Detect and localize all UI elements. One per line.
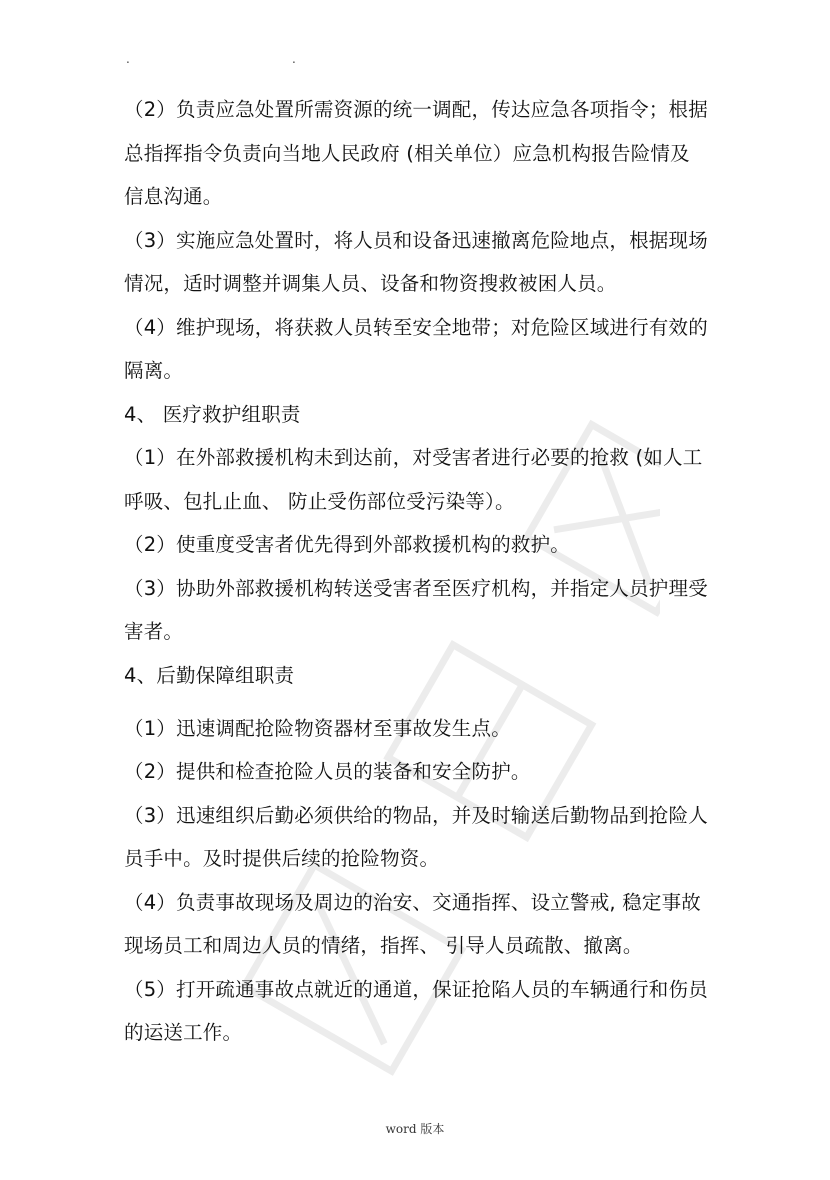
paragraph-line: 员手中。及时提供后续的抢险物资。 [124,847,440,870]
paragraph-line: （1）迅速调配抢险物资器材至事故发生点。 [124,716,511,740]
paragraph-line: （5）打开疏通事故点就近的通道，保证抢陷人员的车辆通行和伤员 [124,977,708,1001]
paragraph-line: 现场员工和周边人员的情绪，指挥、 引导人员疏散、撤离。 [124,934,643,957]
paragraph-line: （4）负责事故现场及周边的治安、交通指挥、设立警戒, 稳定事故 [124,890,702,914]
body-text [124,96,710,1047]
header-dot-left: . [126,52,130,66]
paragraph-line: 信息沟通。 [124,185,223,208]
paragraph-line: 呼吸、包扎止血、 防止受伤部位受污染等）。 [124,489,515,513]
section-heading: 4、后勤保障组职责 [124,663,295,687]
section-heading: 4、 医疗救护组职责 [124,402,301,426]
paragraph-line: （1）在外部救援机构未到达前，对受害者进行必要的抢救 (如人工 [124,446,703,469]
paragraph-line: （3）协助外部救援机构转送受害者至医疗机构，并指定人员护理受 [124,576,708,600]
paragraph-line: （2）负责应急处置所需资源的统一调配，传达应急各项指令；根据 [124,98,708,121]
paragraph-line: （2）使重度受害者优先得到外部救援机构的救护。 [124,533,571,556]
paragraph-line: 的运送工作。 [124,1021,243,1044]
paragraph-line: 隔离。 [124,359,184,382]
paragraph-line: 害者。 [124,620,184,643]
paragraph-line: 总指挥指令负责向当地人民政府 (相关单位）应急机构报告险情及 [124,141,690,165]
page-footer: word 版本 [385,1122,445,1136]
paragraph-line: 情况，适时调整并调集人员、设备和物资搜救被困人员。 [124,272,617,295]
header-dot-right: . [292,52,296,66]
paragraph-line: （4）维护现场，将获救人员转至安全地带；对危险区域进行有效的 [124,315,708,339]
paragraph-line: （3）实施应急处置时，将人员和设备迅速撤离危险地点，根据现场 [124,228,708,252]
paragraph-line: （3）迅速组织后勤必须供给的物品，并及时输送后勤物品到抢险人 [124,803,708,827]
paragraph-line: （2）提供和检查抢险人员的装备和安全防护。 [124,760,531,783]
